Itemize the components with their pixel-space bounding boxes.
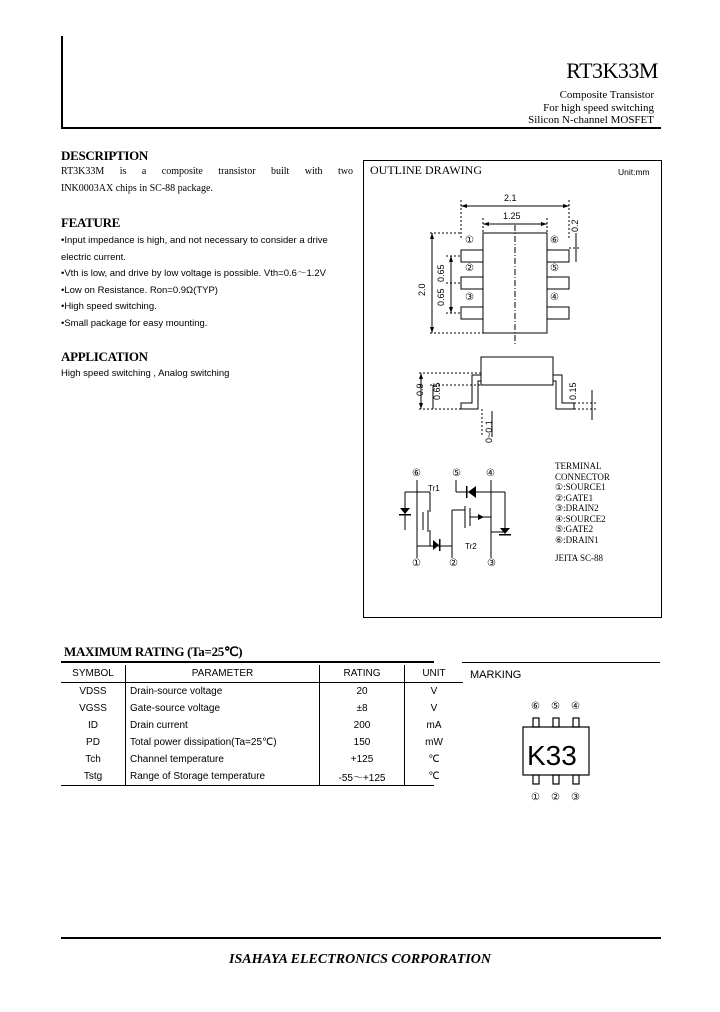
cell-parameter: Drain-source voltage	[126, 683, 320, 701]
rating-bottom-rule	[61, 785, 434, 786]
cell-parameter: Channel temperature	[126, 751, 320, 768]
circuit-pin: ⑥	[412, 468, 421, 479]
dim-label: 1.25	[503, 211, 521, 221]
feature-item: •Small package for easy mounting.	[61, 317, 208, 329]
cell-parameter: Range of Storage temperature	[126, 768, 320, 785]
pin-label: ②	[465, 263, 474, 274]
cell-parameter: Drain current	[126, 717, 320, 734]
marking-pin: ⑤	[551, 701, 560, 712]
circuit-pin: ④	[486, 468, 495, 479]
dim-label: 0.9	[415, 383, 425, 396]
marking-pin: ②	[551, 792, 560, 803]
cell-rating: +125	[320, 751, 405, 768]
cell-rating: 150	[320, 734, 405, 751]
cell-unit: V	[430, 703, 438, 714]
dim-label: 0.15	[568, 382, 578, 400]
cell-unit: ℃	[428, 754, 440, 765]
pin-label: ⑤	[550, 263, 559, 274]
table-row	[61, 717, 463, 734]
terminal-item: ③:DRAIN2	[555, 503, 599, 513]
package-outline-drawing	[364, 185, 659, 450]
pin-label: ④	[550, 292, 559, 303]
terminal-item: ④:SOURCE2	[555, 513, 606, 524]
cell-rating: 20	[320, 683, 405, 701]
outline-title: OUTLINE DRAWING	[370, 163, 483, 177]
cell-rating: ±8	[320, 700, 405, 717]
dim-label: 0~0.1	[484, 420, 494, 443]
rating-header-row	[61, 665, 463, 683]
terminal-item: ⑤:GATE2	[555, 524, 594, 534]
cell-rating: -55～+125	[320, 768, 405, 785]
cell-unit: mW	[425, 737, 443, 748]
subtitle-line: Composite Transistor	[559, 89, 654, 101]
dim-label: 0.65	[436, 264, 446, 282]
description-line: INK0003AX chips in SC-88 package.	[61, 183, 213, 194]
feature-heading: FEATURE	[61, 215, 121, 230]
terminal-title: TERMINAL	[555, 461, 602, 471]
circuit-pin: ⑤	[452, 468, 461, 479]
feature-item: •Low on Resistance. Ron=0.9Ω(TYP)	[61, 284, 218, 296]
col-header: RATING	[320, 665, 405, 683]
terminal-title: CONNECTOR	[555, 471, 610, 482]
pin-label: ③	[465, 292, 474, 303]
header-left-rule	[61, 36, 63, 128]
table-row	[61, 768, 463, 785]
circuit-pin: ②	[449, 558, 458, 569]
rating-rule	[61, 661, 434, 663]
cell-unit: ℃	[428, 771, 440, 782]
outline-unit: Unit:mm	[618, 167, 650, 177]
marking-pin: ①	[531, 792, 540, 803]
description-line: RT3K33M is a composite transistor built with two	[61, 166, 353, 177]
dim-label: 0.65	[436, 288, 446, 306]
terminal-item: ⑥:DRAIN1	[555, 534, 599, 545]
circuit-pin: ①	[412, 558, 421, 569]
col-header: UNIT	[405, 665, 464, 683]
dim-label: 0.65	[432, 382, 442, 400]
marking-heading: MARKING	[470, 669, 522, 681]
cell-rating: 200	[320, 717, 405, 734]
pin-label: ⑥	[550, 235, 559, 246]
circuit-schematic	[390, 470, 530, 570]
jeita-label: JEITA SC-88	[555, 553, 604, 563]
col-header: SYMBOL	[61, 665, 126, 683]
cell-unit: V	[430, 686, 438, 697]
cell-symbol: VDSS	[61, 683, 126, 701]
application-heading: APPLICATION	[61, 349, 148, 364]
dim-label: 2.0	[417, 283, 427, 296]
table-row	[61, 683, 463, 701]
circuit-pin: ③	[487, 558, 496, 569]
cell-symbol: VGSS	[61, 700, 126, 717]
table-row	[61, 751, 463, 768]
cell-symbol: ID	[61, 717, 126, 734]
subtitle-line: Silicon N-channel MOSFET	[528, 114, 654, 126]
marking-pin: ③	[571, 792, 580, 803]
col-header: PARAMETER	[126, 665, 320, 683]
feature-item: •Input impedance is high, and not necessary to consider a drive	[61, 235, 328, 246]
cell-symbol: Tstg	[61, 768, 126, 785]
marking-pin: ④	[571, 701, 580, 712]
cell-parameter: Total power dissipation(Ta=25℃)	[126, 734, 320, 751]
transistor-label: Tr1	[428, 484, 440, 493]
cell-symbol: PD	[61, 734, 126, 751]
part-number: RT3K33M	[566, 58, 658, 83]
cell-parameter: Gate-source voltage	[126, 700, 320, 717]
application-text: High speed switching , Analog switching	[61, 368, 230, 379]
terminal-item: ①:SOURCE1	[555, 482, 606, 492]
table-row	[61, 734, 463, 751]
feature-item: electric current.	[61, 251, 126, 263]
feature-list	[61, 233, 328, 332]
marking-pin: ⑥	[531, 701, 540, 712]
rating-heading: MAXIMUM RATING (Ta=25℃)	[64, 644, 243, 659]
subtitle-line: For high speed switching	[543, 102, 654, 114]
marking-rule	[462, 662, 660, 663]
feature-item: •High speed switching.	[61, 301, 157, 312]
transistor-label: Tr2	[465, 542, 477, 551]
cell-symbol: Tch	[61, 751, 126, 768]
description-heading: DESCRIPTION	[61, 148, 148, 163]
footer-rule	[61, 937, 661, 939]
rating-table	[61, 665, 463, 785]
dim-label: 0.2	[570, 219, 580, 232]
pin-label: ①	[465, 235, 474, 246]
feature-item: •Vth is low, and drive by low voltage is possible. Vth=0.6～1.2V	[61, 268, 326, 279]
company-name: ISAHAYA ELECTRONICS CORPORATION	[229, 952, 491, 967]
marking-code: K33	[527, 740, 577, 771]
dim-label: 2.1	[504, 193, 517, 203]
cell-unit: mA	[426, 720, 442, 731]
terminal-legend	[555, 461, 610, 564]
table-row	[61, 700, 463, 717]
header-bottom-rule	[61, 127, 661, 129]
terminal-item: ②:GATE1	[555, 492, 594, 503]
